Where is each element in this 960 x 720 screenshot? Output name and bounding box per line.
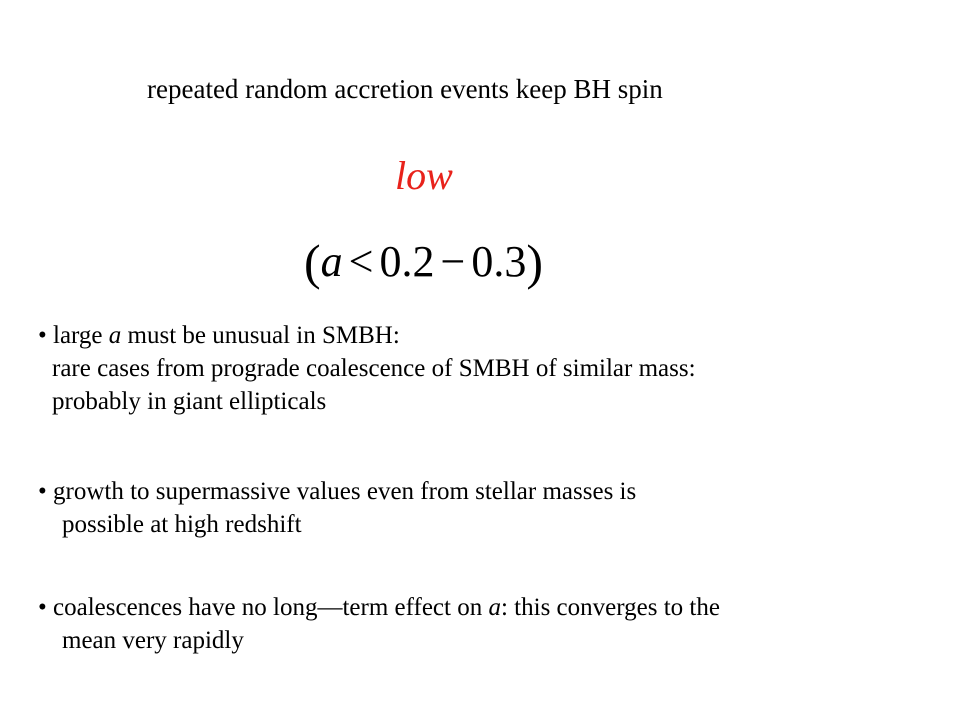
bullet-marker: • [38,594,47,621]
bullet-line: probably in giant ellipticals [52,388,327,415]
bullet-variable: a [488,594,501,621]
spin-formula [304,234,543,290]
formula-upper: 0.3 [471,237,527,286]
bullet-variable: a [108,322,122,349]
bullet-line: mean very rapidly [62,627,244,654]
formula-close-paren: ) [526,234,543,290]
formula-variable: a [320,237,343,286]
bullet-coalescences [38,591,720,657]
bullet-large-a [38,319,696,418]
bullet-growth [38,475,636,541]
bullet-line [38,591,720,624]
bullet-line: rare cases from prograde coalescence of SMBH of similar mass: [52,355,696,382]
bullet-marker: • [38,478,47,505]
emphasis-word: low [395,153,453,198]
formula-lower: 0.2 [379,237,435,286]
formula-dash: − [440,237,466,286]
bullet-text: : this converges to the [500,594,720,621]
bullet-line [38,319,696,352]
formula-open-paren: ( [304,234,321,290]
bullet-text: coalescences have no long—term effect on [46,594,489,621]
bullet-line: possible at high redshift [62,511,302,538]
bullet-text: must be unusual in SMBH: [121,322,400,349]
formula-operator: < [348,237,374,286]
bullet-line [38,475,636,508]
bullet-text: growth to supermassive values even from stellar masses is [46,478,637,505]
slide-headline: repeated random accretion events keep BH spin [147,74,663,104]
bullet-marker: • [38,322,47,349]
bullet-text: large [46,322,109,349]
